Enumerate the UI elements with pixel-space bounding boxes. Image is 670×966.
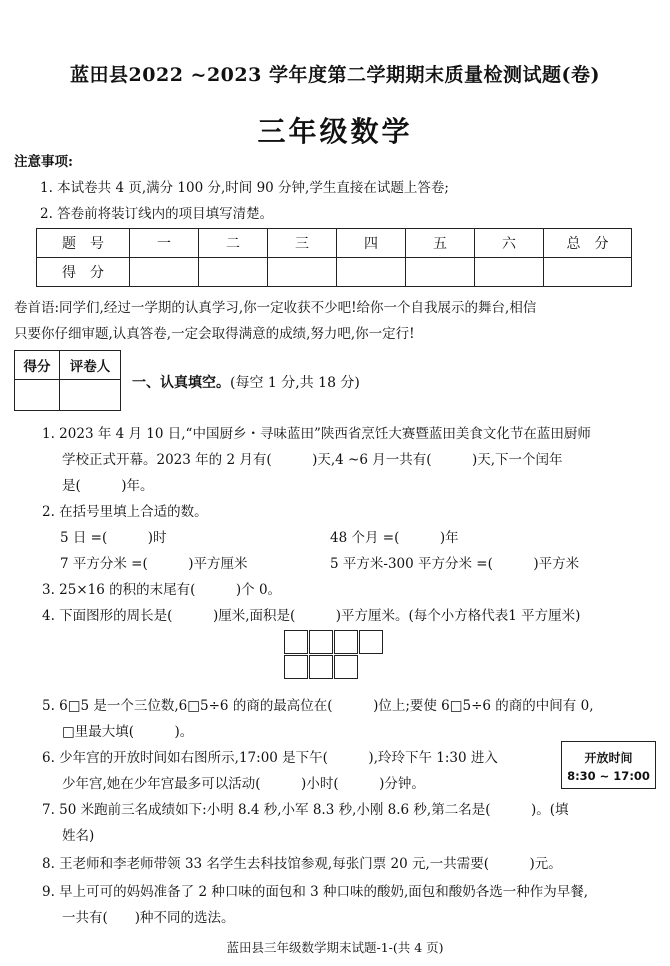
score-table	[36, 228, 632, 287]
opening-hours-box	[561, 741, 656, 789]
grader-name-cell[interactable]	[60, 380, 121, 411]
q2-item-1: 5 日 =( )时	[60, 530, 167, 546]
section-1-note: (每空 1 分,共 18 分)	[230, 375, 360, 391]
q4-text: 4. 下面图形的周长是( )厘米,面积是( )平方厘米。(每个小方格代表1 平方厘米)	[42, 608, 581, 624]
preface-line-1: 卷首语:同学们,经过一学期的认真学习,你一定收获不少吧!给你一个自我展示的舞台,相信	[14, 300, 537, 316]
section-1-title: 一、认真填空。	[132, 375, 230, 391]
grid-square	[309, 655, 333, 679]
q7-line-1: 7. 50 米跑前三名成绩如下:小明 8.4 秒,小军 8.3 秒,小刚 8.6 秒,第二名是( )。(填	[42, 802, 569, 818]
note-item-1: 1. 本试卷共 4 页,满分 100 分,时间 90 分钟,学生直接在试题上答卷;	[40, 180, 449, 196]
q5-line-1: 5. 6□5 是一个三位数,6□5÷6 的商的最高位在( )位上;要使 6□5÷6 的商的中间有 0,	[42, 698, 594, 714]
q7-line-2: 姓名)	[62, 828, 95, 844]
grid-square	[359, 630, 383, 654]
score-table-cell: 题 号	[37, 229, 130, 258]
q6-line-1: 6. 少年宫的开放时间如右图所示,17:00 是下午( ),玲玲下午 1:30 进入	[42, 750, 498, 766]
exam-subject: 三年级数学	[257, 115, 413, 148]
score-input-cell[interactable]	[337, 258, 406, 287]
notes-heading: 注意事项:	[14, 154, 73, 170]
q6-line-2: 少年宫,她在少年宫最多可以活动( )小时( )分钟。	[62, 776, 425, 792]
q1-line-1: 1. 2023 年 4 月 10 日,“中国厨乡・寻味蓝田”陕西省烹饪大赛暨蓝田美食文化节在蓝田厨师	[42, 426, 591, 442]
page-footer: 蓝田县三年级数学期末试题-1-(共 4 页)	[226, 940, 444, 955]
exam-title: 蓝田县2022 ~2023 学年度第二学期期末质量检测试题(卷)	[70, 64, 600, 86]
grid-square	[284, 630, 308, 654]
score-table-score-row	[37, 258, 632, 287]
grader-score-label: 得分	[15, 351, 60, 380]
q1-line-3: 是( )年。	[62, 478, 154, 494]
score-table-header-row	[37, 229, 632, 258]
score-input-cell[interactable]	[130, 258, 199, 287]
q9-line-1: 9. 早上可可的妈妈准备了 2 种口味的面包和 3 种口味的酸奶,面包和酸奶各选一种作为早餐,	[42, 884, 589, 900]
score-table-cell: 总 分	[544, 229, 632, 258]
q9-line-2: 一共有( )种不同的选法。	[62, 910, 235, 926]
score-input-cell[interactable]	[268, 258, 337, 287]
q2-item-2: 48 个月 =( )年	[330, 530, 459, 546]
opening-hours-label: 开放时间	[584, 751, 633, 765]
q3-text: 3. 25×16 的积的末尾有( )个 0。	[42, 582, 282, 598]
score-table-cell: 二	[199, 229, 268, 258]
section-1-heading	[132, 372, 360, 392]
score-table-cell: 六	[475, 229, 544, 258]
q1-line-2: 学校正式开幕。2023 年的 2 月有( )天,4 ~6 月一共有( )天,下一个闰年	[62, 452, 563, 468]
q2-text: 2. 在括号里填上合适的数。	[42, 504, 208, 520]
grader-box	[14, 350, 121, 411]
score-input-cell[interactable]	[199, 258, 268, 287]
score-table-cell: 一	[130, 229, 199, 258]
grid-square	[334, 630, 358, 654]
score-table-cell: 得 分	[37, 258, 130, 287]
grid-square	[309, 630, 333, 654]
q5-line-2: □里最大填( )。	[62, 724, 194, 740]
grid-square	[284, 655, 308, 679]
score-table-cell: 五	[406, 229, 475, 258]
grader-score-cell[interactable]	[15, 380, 60, 411]
q8-text: 8. 王老师和李老师带领 33 名学生去科技馆参观,每张门票 20 元,一共需要( )元。	[42, 856, 562, 872]
score-table-cell: 三	[268, 229, 337, 258]
opening-hours-time: 8:30 ~ 17:00	[567, 769, 650, 783]
score-input-cell[interactable]	[406, 258, 475, 287]
score-table-cell: 四	[337, 229, 406, 258]
note-item-2: 2. 答卷前将装订线内的项目填写清楚。	[40, 206, 274, 222]
q2-item-4: 5 平方米-300 平方分米 =( )平方米	[330, 556, 580, 572]
grid-square	[334, 655, 358, 679]
grader-name-label: 评卷人	[60, 351, 121, 380]
preface-line-2: 只要你仔细审题,认真答卷,一定会取得满意的成绩,努力吧,你一定行!	[14, 326, 415, 342]
q2-item-3: 7 平方分米 =( )平方厘米	[60, 556, 248, 572]
score-input-cell[interactable]	[475, 258, 544, 287]
score-input-cell[interactable]	[544, 258, 632, 287]
